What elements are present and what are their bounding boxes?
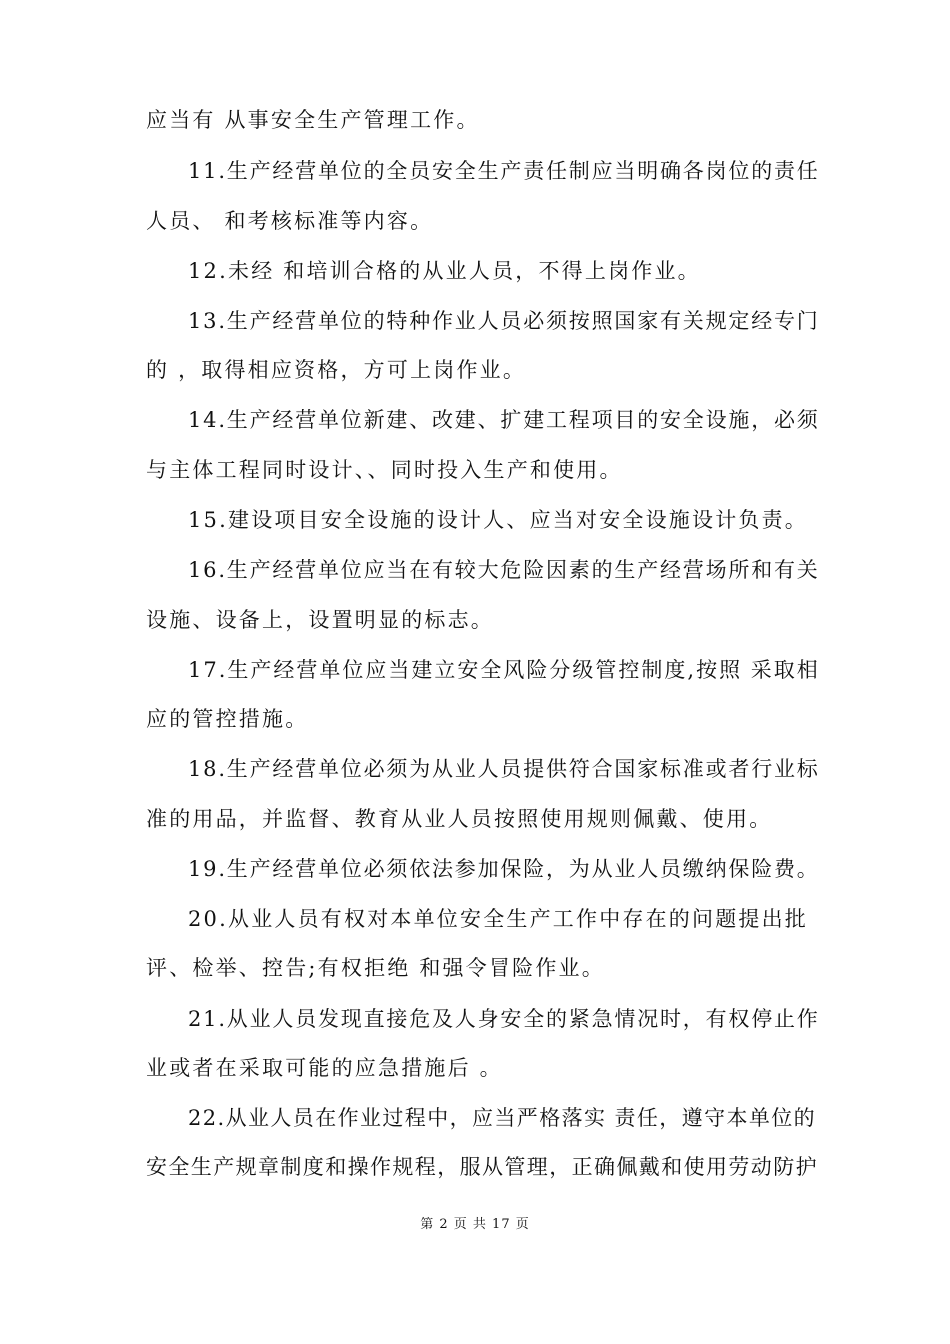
text-line: 20.从业人员有权对本单位安全生产工作中存在的问题提出批 — [188, 907, 808, 931]
text-line: 16.生产经营单位应当在有较大危险因素的生产经营场所和有关 — [188, 558, 820, 582]
text-line: 应的管控措施。 — [146, 707, 309, 731]
text-line: 人员、 和考核标准等内容。 — [146, 209, 434, 233]
text-line: 21.从业人员发现直接危及人身安全的紧急情况时，有权停止作 — [188, 1007, 820, 1031]
text-line: 的 ，取得相应资格，方可上岗作业。 — [146, 358, 527, 382]
text-line: 设施、设备上，设置明显的标志。 — [146, 608, 494, 632]
text-line: 13.生产经营单位的特种作业人员必须按照国家有关规定经专门 — [188, 309, 820, 333]
text-line: 19.生产经营单位必须依法参加保险，为从业人员缴纳保险费。 — [188, 857, 820, 881]
text-line: 业或者在采取可能的应急措施后 。 — [146, 1056, 503, 1080]
text-line: 15.建设项目安全设施的设计人、应当对安全设施设计负责。 — [188, 508, 808, 532]
text-line: 11.生产经营单位的全员安全生产责任制应当明确各岗位的责任 — [188, 159, 820, 183]
text-line: 准的用品，并监督、教育从业人员按照使用规则佩戴、使用。 — [146, 807, 773, 831]
text-line: 12.未经 和培训合格的从业人员，不得上岗作业。 — [188, 259, 701, 283]
page-number-footer: 第 2 页 共 17 页 — [420, 1217, 530, 1232]
text-line: 应当有 从事安全生产管理工作。 — [146, 108, 480, 132]
text-line: 22.从业人员在作业过程中，应当严格落实 责任，遵守本单位的 — [188, 1106, 817, 1130]
text-line: 17.生产经营单位应当建立安全风险分级管控制度,按照 采取相 — [188, 658, 820, 682]
text-line: 安全生产规章制度和操作规程，服从管理，正确佩戴和使用劳动防护 — [146, 1155, 818, 1179]
text-line: 18.生产经营单位必须为从业人员提供符合国家标准或者行业标 — [188, 757, 820, 781]
text-line: 评、检举、控告;有权拒绝 和强令冒险作业。 — [146, 956, 605, 980]
text-line: 14.生产经营单位新建、改建、扩建工程项目的安全设施，必须 — [188, 408, 820, 432]
text-line: 与主体工程同时设计、、同时投入生产和使用。 — [146, 458, 623, 482]
